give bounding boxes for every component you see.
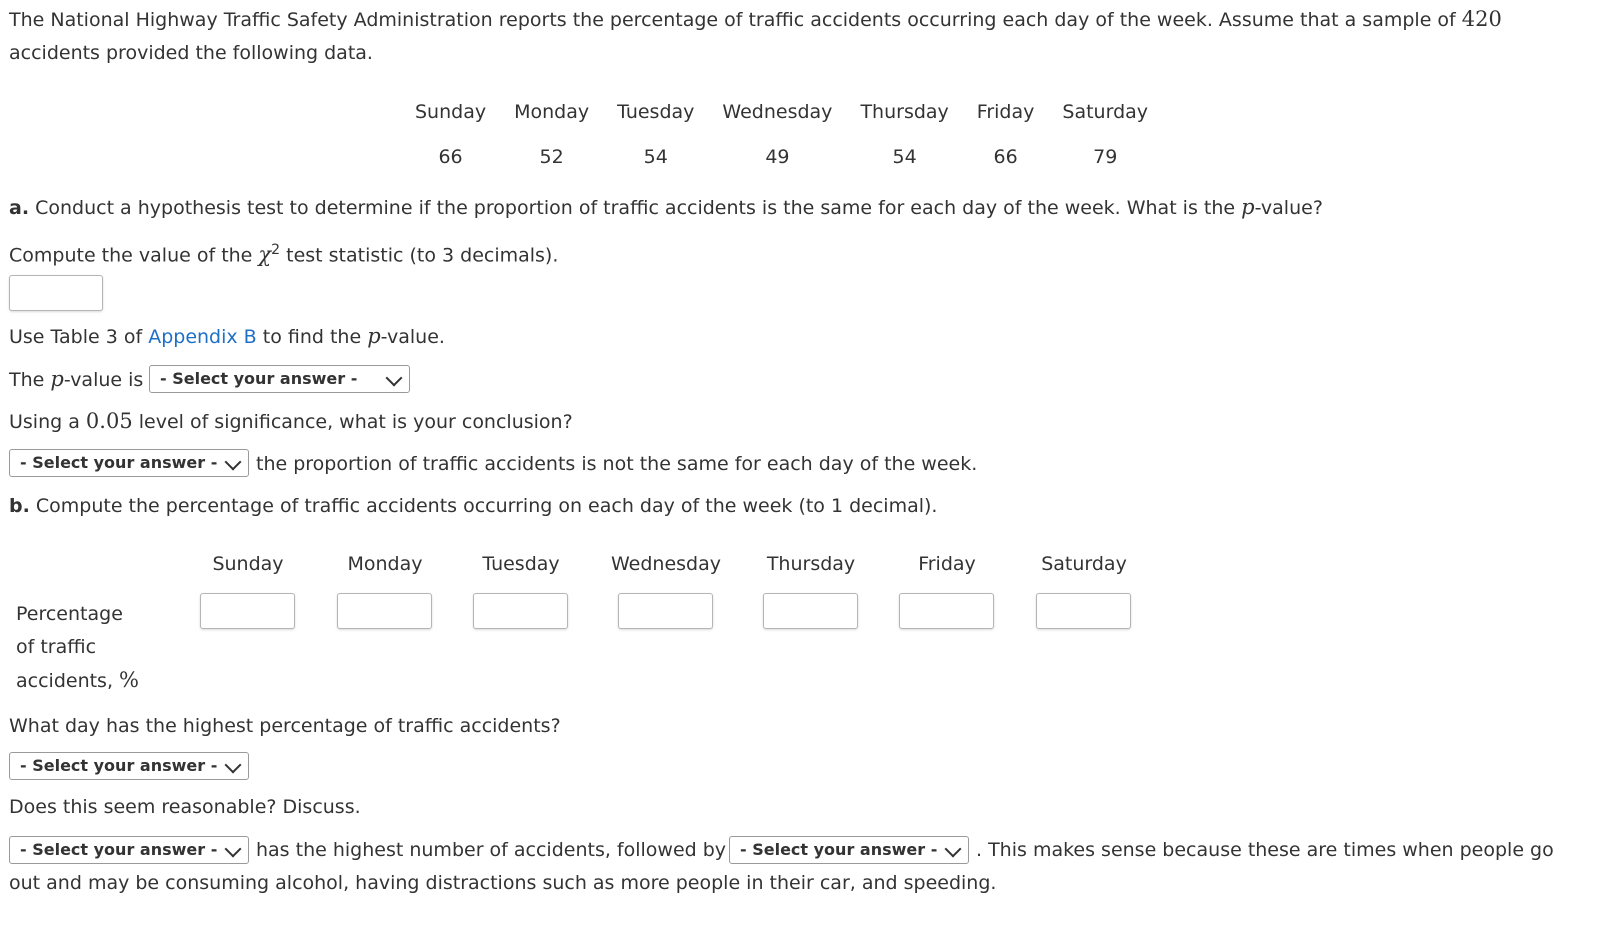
- select-placeholder: - Select your answer -: [160, 369, 358, 388]
- percentage-input-saturday[interactable]: [1036, 593, 1131, 629]
- pvalue-text-end: -value is: [63, 369, 144, 391]
- table-header-row: [401, 89, 1162, 134]
- use-table-text-mid: to find the: [256, 326, 368, 348]
- table-header-cell: Monday: [347, 553, 423, 575]
- appendix-b-link[interactable]: Appendix B: [148, 326, 257, 348]
- table-header-cell: Thursday: [766, 553, 856, 575]
- p-symbol: p: [50, 367, 64, 391]
- use-table-text: Use Table 3 of: [9, 326, 149, 348]
- chevron-down-icon: [225, 454, 242, 471]
- intro-text-2: accidents provided the following data.: [9, 42, 373, 64]
- use-table-line: [9, 323, 445, 350]
- chi-symbol: χ: [258, 242, 272, 267]
- table-cell: 79: [1093, 145, 1118, 168]
- table-cell: 54: [892, 145, 917, 168]
- row-label: [16, 598, 139, 698]
- discuss-text-mid: has the highest number of accidents, followed by: [256, 839, 727, 861]
- compute-text-end: test statistic (to 3 decimals).: [280, 244, 559, 267]
- highest-accidents-select[interactable]: [9, 836, 249, 864]
- conclusion-select[interactable]: [9, 449, 249, 477]
- select-placeholder: - Select your answer -: [20, 840, 218, 859]
- table-header-cell: Tuesday: [617, 100, 695, 123]
- table-header-cell: Monday: [514, 100, 590, 123]
- highest-day-select[interactable]: [9, 752, 249, 780]
- percent-symbol: %: [119, 668, 140, 692]
- p-symbol: p: [1241, 195, 1255, 219]
- table-header-cell: Friday: [976, 100, 1035, 123]
- intro-line-2: [9, 40, 373, 66]
- table-cell: 54: [643, 145, 668, 168]
- part-b-label: b.: [9, 495, 30, 517]
- table-header-cell: Thursday: [860, 100, 949, 123]
- part-a-label: a.: [9, 197, 30, 219]
- table-header-cell: Saturday: [1062, 100, 1149, 123]
- pvalue-text: The: [9, 369, 51, 391]
- significance-line: [9, 408, 573, 435]
- chi-square-input[interactable]: [9, 275, 103, 311]
- table-cell: 66: [993, 145, 1018, 168]
- part-b-text: Compute the percentage of traffic accidents occurring on each day of the week (to 1 decimal).: [29, 495, 938, 517]
- intro-line-1: [9, 6, 1502, 33]
- chi-superscript: 2: [271, 242, 281, 258]
- table-cell: 52: [539, 145, 564, 168]
- row-label-line: of traffic: [16, 636, 97, 658]
- compute-chi-square-line: [9, 237, 558, 268]
- sample-size: 420: [1461, 7, 1502, 31]
- table-header-cell: Friday: [918, 553, 976, 575]
- table-header-cell: Sunday: [212, 553, 284, 575]
- table-header-cell: Wednesday: [722, 100, 833, 123]
- part-a-text: Conduct a hypothesis test to determine if the proportion of traffic accidents is the same for each day of the week. What is the: [29, 197, 1242, 219]
- accident-counts-table: [401, 89, 1162, 179]
- significance-level: 0.05: [85, 409, 133, 433]
- percentage-input-thursday[interactable]: [763, 593, 858, 629]
- percentage-input-sunday[interactable]: [200, 593, 295, 629]
- discuss-text-line-2: out and may be consuming alcohol, having distractions such as more people in their car, and speeding.: [9, 872, 997, 894]
- percentage-input-monday[interactable]: [337, 593, 432, 629]
- chevron-down-icon: [386, 370, 403, 387]
- table-header-cell: Wednesday: [610, 553, 721, 575]
- table-row: [401, 134, 1162, 179]
- second-highest-select[interactable]: [729, 836, 969, 864]
- table-header-cell: Saturday: [1041, 553, 1127, 575]
- percentage-input-friday[interactable]: [899, 593, 994, 629]
- highest-day-question: What day has the highest percentage of traffic accidents?: [9, 715, 561, 737]
- use-table-text-end: -value.: [380, 326, 445, 348]
- select-placeholder: - Select your answer -: [20, 756, 218, 775]
- part-b-question: [9, 493, 937, 519]
- row-label-line: Percentage: [16, 603, 123, 625]
- significance-text-end: level of significance, what is your conclusion?: [132, 411, 573, 433]
- percentage-input-tuesday[interactable]: [473, 593, 568, 629]
- select-placeholder: - Select your answer -: [740, 840, 938, 859]
- table-cell: 66: [438, 145, 463, 168]
- pvalue-select[interactable]: [149, 365, 410, 393]
- compute-text: Compute the value of the: [9, 244, 259, 267]
- pvalue-line: [9, 366, 143, 393]
- part-a-text-end: -value?: [1254, 197, 1323, 219]
- conclusion-text: the proportion of traffic accidents is not the same for each day of the week.: [256, 453, 978, 475]
- significance-text: Using a: [9, 411, 86, 433]
- chevron-down-icon: [225, 757, 242, 774]
- reasonable-question: Does this seem reasonable? Discuss.: [9, 796, 361, 818]
- discuss-text-end: . This makes sense because these are times when people go: [976, 839, 1554, 861]
- select-placeholder: - Select your answer -: [20, 453, 218, 472]
- row-label-line: accidents,: [16, 670, 120, 692]
- table-cell: 49: [765, 145, 790, 168]
- table-header-cell: Tuesday: [482, 553, 560, 575]
- p-symbol: p: [367, 324, 381, 348]
- chevron-down-icon: [225, 841, 242, 858]
- part-a-question: [9, 194, 1323, 221]
- table-header-cell: Sunday: [415, 100, 487, 123]
- intro-text: The National Highway Traffic Safety Administration reports the percentage of traffic accidents occurring each day of the week. Assume that a sample of: [9, 9, 1462, 31]
- chevron-down-icon: [945, 841, 962, 858]
- percentage-input-wednesday[interactable]: [618, 593, 713, 629]
